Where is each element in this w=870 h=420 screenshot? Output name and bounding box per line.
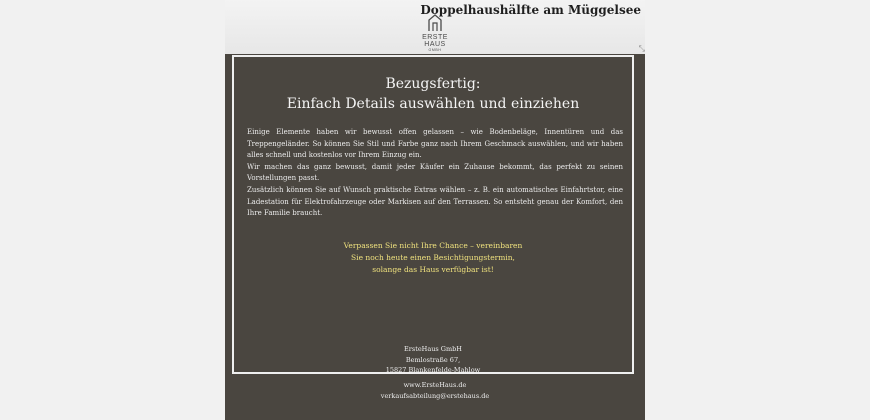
title-line-1: Bezugsfertig:	[385, 76, 481, 92]
cta-line: solange das Haus verfügbar ist!	[372, 265, 494, 274]
call-to-action	[234, 240, 632, 276]
page-headline: Doppelhaushälfte am Müggelsee	[420, 3, 641, 17]
logo-name: ERSTE HAUS	[422, 34, 448, 48]
address-company: ErsteHaus GmbH	[404, 345, 462, 353]
body-text	[247, 127, 623, 220]
address-street: Bemlostraße 67,	[405, 355, 461, 364]
paragraph: Einige Elemente haben wir bewusst offen gelassen – wie Bodenbeläge, Innentüren und das Treppengeländer. So können Sie Stil und Farbe ganz nach Ihrem Geschmack auswählen, und wir haben alles schnell und kostenlos vor Ihrem Einzug ein.	[247, 128, 623, 160]
paragraph: Wir machen das ganz bewusst, damit jeder Käufer ein Zuhause bekommt, das perfekt zu seinen Vorstellungen passt.	[247, 162, 623, 183]
title-line-2: Einfach Details auswählen und einziehen	[286, 96, 580, 112]
address-city: 15827 Blankenfelde-Mahlow	[385, 366, 481, 374]
content-frame	[232, 55, 634, 374]
company-logo	[411, 14, 459, 52]
content-title	[234, 74, 632, 114]
paragraph: Zusätzlich können Sie auf Wunsch praktische Extras wählen – z. B. ein automatisches Einfahrtstor, eine Ladestation für Elektrofahrzeuge oder Markisen auf den Terrassen. So entsteht genau der Komfort, den Ihre Familie braucht.	[247, 185, 623, 218]
footer	[225, 380, 645, 402]
cta-line: Verpassen Sie nicht Ihre Chance – vereinbaren	[343, 241, 523, 250]
company-address	[234, 344, 632, 376]
cta-line: Sie noch heute einen Besichtigungstermin,	[351, 253, 515, 262]
flyer	[225, 0, 645, 420]
email-link[interactable]: verkaufsabteilung@erstehaus.de	[380, 392, 490, 400]
resize-handle-icon: ⤡	[638, 44, 645, 53]
logo-sub: GMBH	[428, 48, 442, 52]
website-link[interactable]: www.ErsteHaus.de	[403, 381, 467, 389]
header-band	[225, 0, 645, 54]
